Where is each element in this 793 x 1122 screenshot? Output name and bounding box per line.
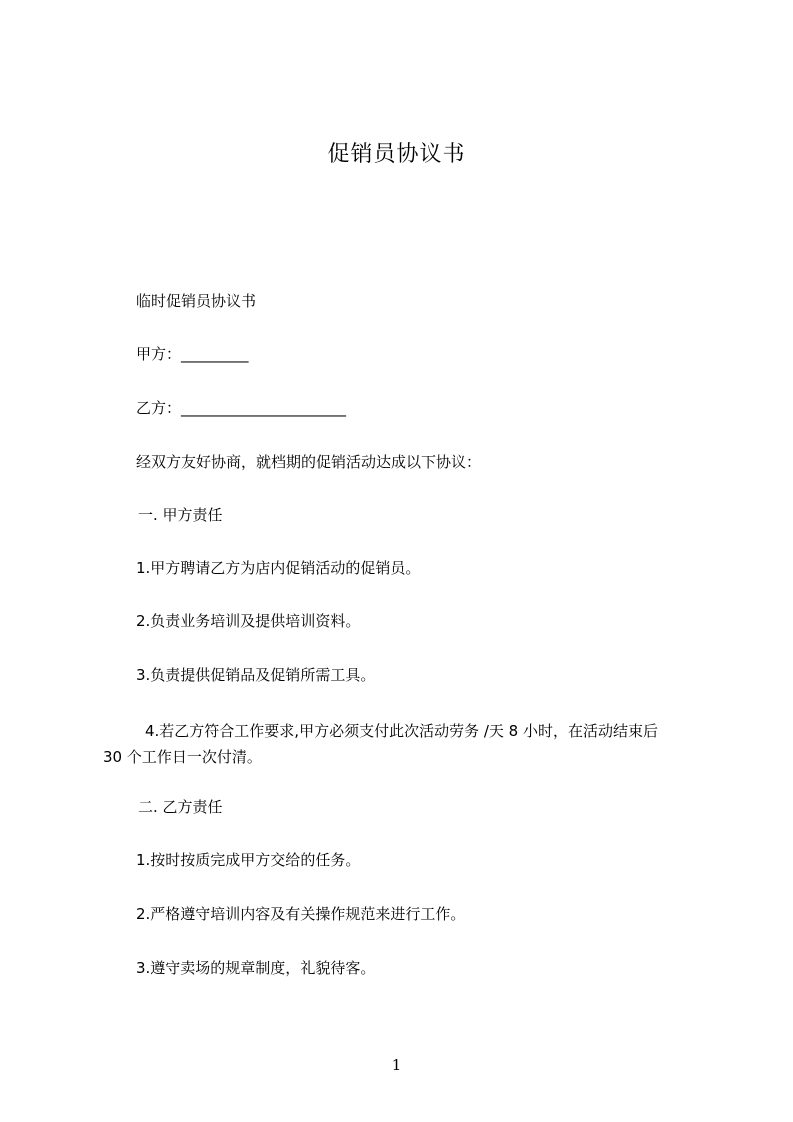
- party-b-line: 乙方：______________________: [136, 399, 347, 417]
- section-1-item-4-line-2: 30 个工作日一次付清。: [103, 748, 262, 766]
- intro-paragraph: 经双方友好协商，就档期的促销活动达成以下协议：: [136, 453, 482, 471]
- section-2-item-3: 3.遵守卖场的规章制度，礼貌待客。: [136, 959, 376, 977]
- section-2-item-2: 2.严格遵守培训内容及有关操作规范来进行工作。: [136, 905, 466, 923]
- section-1-heading: 一. 甲方责任: [138, 506, 223, 524]
- section-1-item-2: 2.负责业务培训及提供培训资料。: [136, 612, 361, 630]
- section-2-heading: 二. 乙方责任: [138, 798, 223, 816]
- page-number: 1: [391, 1056, 402, 1074]
- section-2-item-1: 1.按时按质完成甲方交给的任务。: [136, 851, 361, 869]
- document-subtitle: 临时促销员协议书: [136, 292, 257, 310]
- section-1-item-4: [103, 718, 703, 770]
- document-title: 促销员协议书: [327, 142, 466, 167]
- party-a-line: 甲方：_________: [136, 345, 249, 363]
- section-1-item-3: 3.负责提供促销品及促销所需工具。: [136, 666, 376, 684]
- section-1-item-4-line-1: 4.若乙方符合工作要求,甲方必须支付此次活动劳务 /天 8 小时，在活动结束后: [145, 722, 658, 740]
- section-1-item-1: 1.甲方聘请乙方为店内促销活动的促销员。: [136, 559, 421, 577]
